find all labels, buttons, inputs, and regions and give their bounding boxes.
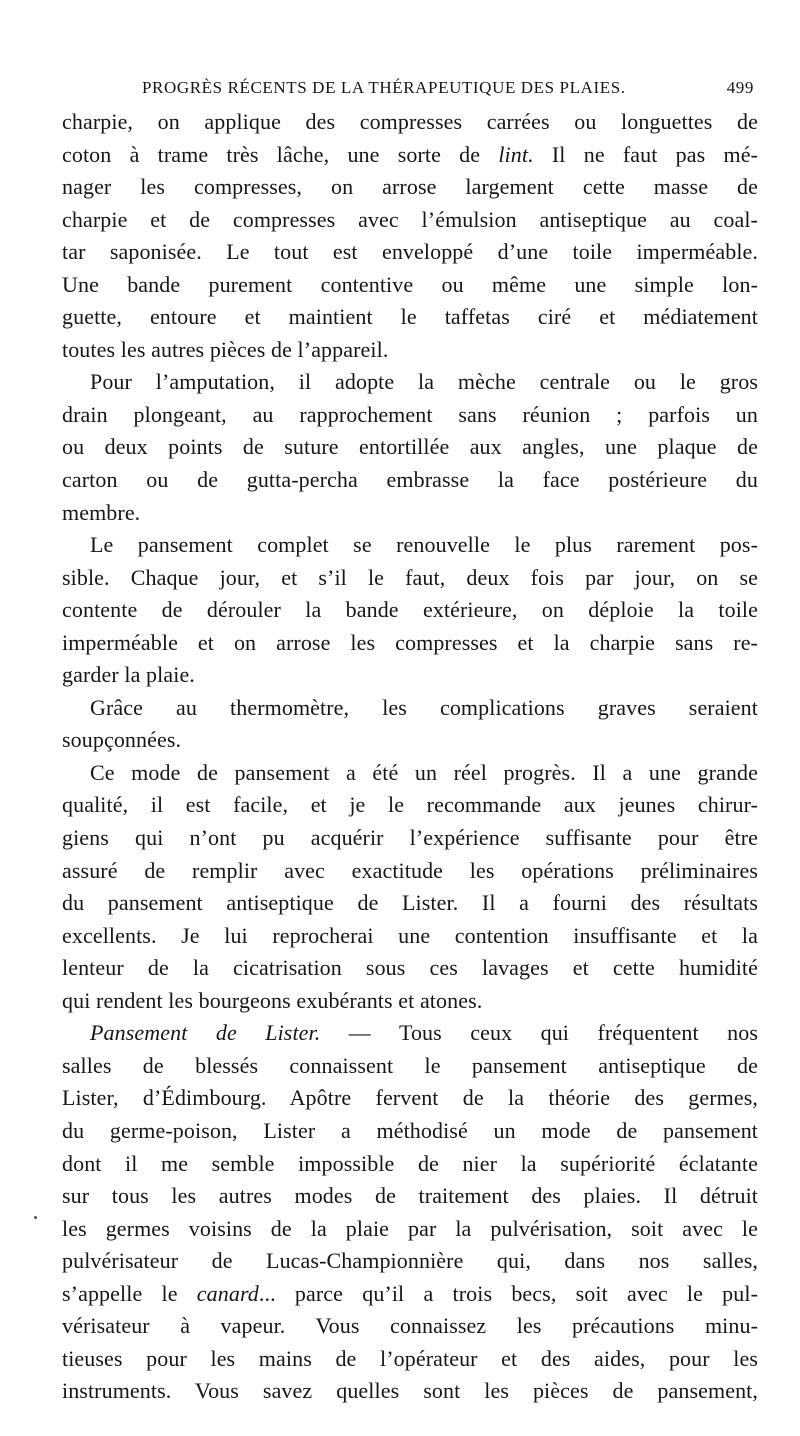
text-run: sible. Chaque jour, et s’il le faut, deux fois par jour, on se bbox=[62, 564, 758, 590]
running-title: PROGRÈS RÉCENTS DE LA THÉRAPEUTIQUE DES PLAIES. bbox=[142, 78, 626, 97]
text-run: dont il me semble impossible de nier la supériorité éclatante bbox=[62, 1150, 758, 1176]
text-run: charpie et de compresses avec l’émulsion antiseptique au coal- bbox=[62, 206, 758, 232]
text-run: sur tous les autres modes de traitement des plaies. Il détruit bbox=[62, 1183, 758, 1209]
text-run: qualité, il est facile, et je le recommande aux jeunes chirur- bbox=[62, 792, 758, 818]
text-line bbox=[62, 1213, 758, 1246]
text-line bbox=[62, 334, 758, 367]
italic-text: Pansement de Lister. bbox=[90, 1020, 321, 1046]
italic-text: canard bbox=[196, 1280, 259, 1306]
text-run: Le pansement complet se renouvelle le plus rarement pos- bbox=[90, 532, 758, 558]
text-run: lenteur de la cicatrisation sous ces lavages et cette humidité bbox=[62, 955, 758, 981]
text-run: s’appelle le bbox=[62, 1280, 197, 1306]
text-run: — Tous ceux qui fréquentent nos bbox=[320, 1020, 759, 1046]
text-line bbox=[62, 1180, 758, 1213]
text-line bbox=[62, 1082, 758, 1115]
text-line bbox=[62, 464, 758, 497]
text-run: Il ne faut pas mé- bbox=[533, 141, 758, 167]
text-run: tieuses pour les mains de l’opérateur et des aides, pour les bbox=[62, 1345, 758, 1371]
text-line bbox=[62, 1115, 758, 1148]
text-run: soupçonnées. bbox=[62, 727, 182, 753]
body-text bbox=[62, 106, 758, 1408]
text-run: qui rendent les bourgeons exubérants et atones. bbox=[62, 987, 483, 1013]
text-line bbox=[62, 1278, 758, 1311]
text-run: du germe-poison, Lister a méthodisé un mode de pansement bbox=[62, 1117, 758, 1143]
text-line bbox=[62, 431, 758, 464]
text-run: salles de blessés connaissent le pansement antiseptique de bbox=[62, 1052, 758, 1078]
text-line bbox=[62, 1017, 758, 1050]
text-run: tar saponisée. Le tout est enveloppé d’une toile imperméable. bbox=[62, 239, 758, 265]
text-line bbox=[62, 594, 758, 627]
margin-speck bbox=[34, 1216, 37, 1219]
text-line bbox=[62, 985, 758, 1018]
text-line bbox=[62, 1343, 758, 1376]
text-run: giens qui n’ont pu acquérir l’expérience suffisante pour être bbox=[62, 825, 758, 851]
text-line bbox=[62, 269, 758, 302]
text-line bbox=[62, 920, 758, 953]
text-line bbox=[62, 106, 758, 139]
text-line bbox=[62, 1245, 758, 1278]
text-run: garder la plaie. bbox=[62, 662, 195, 688]
text-line bbox=[62, 1375, 758, 1408]
text-run: les germes voisins de la plaie par la pulvérisation, soit avec le bbox=[62, 1215, 758, 1241]
text-run: Lister, d’Édimbourg. Apôtre fervent de la théorie des germes, bbox=[62, 1085, 758, 1111]
text-line bbox=[62, 562, 758, 595]
text-run: Grâce au thermomètre, les complications graves seraient bbox=[90, 694, 758, 720]
text-line bbox=[62, 171, 758, 204]
text-run: pulvérisateur de Lucas-Championnière qui, dans nos salles, bbox=[62, 1248, 758, 1274]
text-line bbox=[62, 822, 758, 855]
text-run: carton ou de gutta-percha embrasse la face postérieure du bbox=[62, 467, 758, 493]
text-line bbox=[62, 529, 758, 562]
text-line bbox=[62, 366, 758, 399]
text-line bbox=[62, 139, 758, 172]
text-run: contente de dérouler la bande extérieure, on déploie la toile bbox=[62, 597, 758, 623]
text-run: du pansement antiseptique de Lister. Il a fourni des résultats bbox=[62, 890, 758, 916]
text-run: imperméable et on arrose les compresses et la charpie sans re- bbox=[62, 629, 758, 655]
text-run: ... parce qu’il a trois becs, soit avec le pul- bbox=[258, 1280, 758, 1306]
text-line bbox=[62, 692, 758, 725]
text-run: charpie, on applique des compresses carrées ou longuettes de bbox=[62, 109, 758, 134]
text-line bbox=[62, 399, 758, 432]
text-run: toutes les autres pièces de l’appareil. bbox=[62, 336, 389, 362]
text-line bbox=[62, 757, 758, 790]
text-run: guette, entoure et maintient le taffetas ciré et médiatement bbox=[62, 304, 758, 330]
text-line bbox=[62, 952, 758, 985]
text-line bbox=[62, 1310, 758, 1343]
text-line bbox=[62, 236, 758, 269]
text-line bbox=[62, 789, 758, 822]
text-line bbox=[62, 659, 758, 692]
text-run: Ce mode de pansement a été un réel progrès. Il a une grande bbox=[90, 759, 758, 785]
text-run: excellents. Je lui reprocherai une contention insuffisante et la bbox=[62, 922, 758, 948]
text-line bbox=[62, 1050, 758, 1083]
text-line bbox=[62, 497, 758, 530]
text-run: membre. bbox=[62, 499, 141, 525]
text-line bbox=[62, 627, 758, 660]
text-run: nager les compresses, on arrose largement cette masse de bbox=[62, 174, 758, 200]
text-run: Pour l’amputation, il adopte la mèche centrale ou le gros bbox=[90, 369, 758, 395]
text-run: ou deux points de suture entortillée aux angles, une plaque de bbox=[62, 434, 758, 460]
text-run: drain plongeant, au rapprochement sans réunion ; parfois un bbox=[62, 401, 758, 427]
text-run: vérisateur à vapeur. Vous connaissez les précautions minu- bbox=[62, 1313, 758, 1339]
text-line bbox=[62, 204, 758, 237]
page-number: 499 bbox=[726, 78, 754, 97]
text-line bbox=[62, 855, 758, 888]
text-line bbox=[62, 301, 758, 334]
text-run: assuré de remplir avec exactitude les opérations préliminaires bbox=[62, 857, 758, 883]
text-line bbox=[62, 887, 758, 920]
text-line bbox=[62, 1148, 758, 1181]
text-run: coton à trame très lâche, une sorte de bbox=[62, 141, 499, 167]
text-run: Une bande purement contentive ou même une simple lon- bbox=[62, 271, 758, 297]
running-header bbox=[62, 78, 762, 102]
text-line bbox=[62, 724, 758, 757]
text-run: instruments. Vous savez quelles sont les pièces de pansement, bbox=[62, 1378, 758, 1404]
italic-text: lint. bbox=[498, 141, 534, 167]
